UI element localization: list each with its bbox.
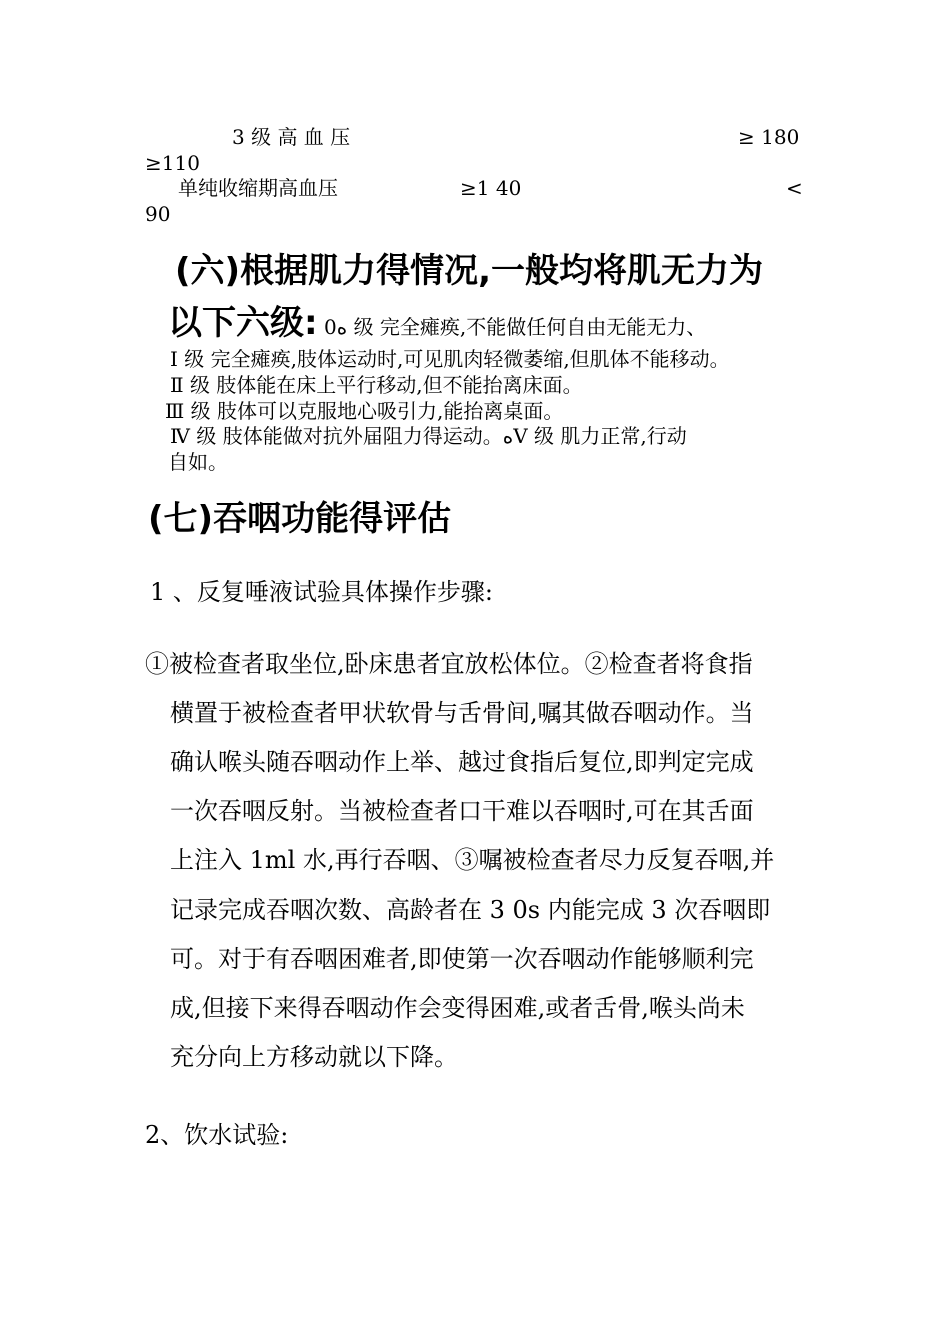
muscle-grade-4-5: Ⅳ 级 肢体能做对抗外届阻力得运动。ﻩV 级 肌力正常,行动 <box>170 424 687 448</box>
item1-line: 记录完成吞咽次数、高龄者在 3 0s 内能完成 3 次吞咽即 <box>170 896 771 924</box>
item1-line: 充分向上方移动就以下降。 <box>170 1043 458 1071</box>
bp-isolated-label: 单纯收缩期高血压 <box>178 176 338 200</box>
item1-line: 成,但接下来得吞咽动作会变得困难,或者舌骨,喉头尚未 <box>170 994 745 1022</box>
section6-heading-line1: (六)根据肌力得情况,一般均将肌无力为 <box>175 251 763 291</box>
bp-grade3-diastolic: ≥110 <box>145 151 200 175</box>
bp-isolated-systolic: ≥1 40 <box>460 176 522 200</box>
muscle-grade-1: Ⅰ 级 完全瘫痪,肢体运动时,可见肌肉轻微萎缩,但肌体不能移动。 <box>170 347 730 371</box>
item2-title: 2、饮水试验: <box>145 1121 289 1149</box>
item1-title: 1 、反复唾液试验具体操作步骤: <box>150 578 493 606</box>
bp-isolated-diastolic: 90 <box>145 202 171 226</box>
bp-grade3-systolic: ≥ 180 <box>738 125 800 149</box>
item1-line: 横置于被检查者甲状软骨与舌骨间,嘱其做吞咽动作。当 <box>170 699 754 727</box>
section6-heading-line2: 以下六级: <box>168 303 318 343</box>
bp-grade3-label: 3 级 高 血 压 <box>232 125 351 149</box>
item1-line: 确认喉头随吞咽动作上举、越过食指后复位,即判定完成 <box>170 748 754 776</box>
muscle-grade-3: Ⅲ 级 肢体可以克服地心吸引力,能抬离桌面。 <box>165 399 564 423</box>
muscle-grade-0: 0ﻩ 级 完全瘫痪,不能做任何自由无能无力、 <box>324 315 707 339</box>
muscle-grade-2: Ⅱ 级 肢体能在床上平行移动,但不能抬离床面。 <box>170 373 583 397</box>
item1-line: ①被检查者取坐位,卧床患者宜放松体位。②检查者将食指 <box>145 650 753 678</box>
item1-line: 上注入 1ml 水,再行吞咽、③嘱被检查者尽力反复吞咽,并 <box>170 846 775 874</box>
muscle-grade-5-cont: 自如。 <box>168 450 228 474</box>
section7-heading: (七)吞咽功能得评估 <box>148 499 452 539</box>
item1-line: 一次吞咽反射。当被检查者口干难以吞咽时,可在其舌面 <box>170 797 754 825</box>
item1-line: 可。对于有吞咽困难者,即使第一次吞咽动作能够顺利完 <box>170 945 754 973</box>
bp-isolated-diastolic-sign: < <box>786 176 803 200</box>
